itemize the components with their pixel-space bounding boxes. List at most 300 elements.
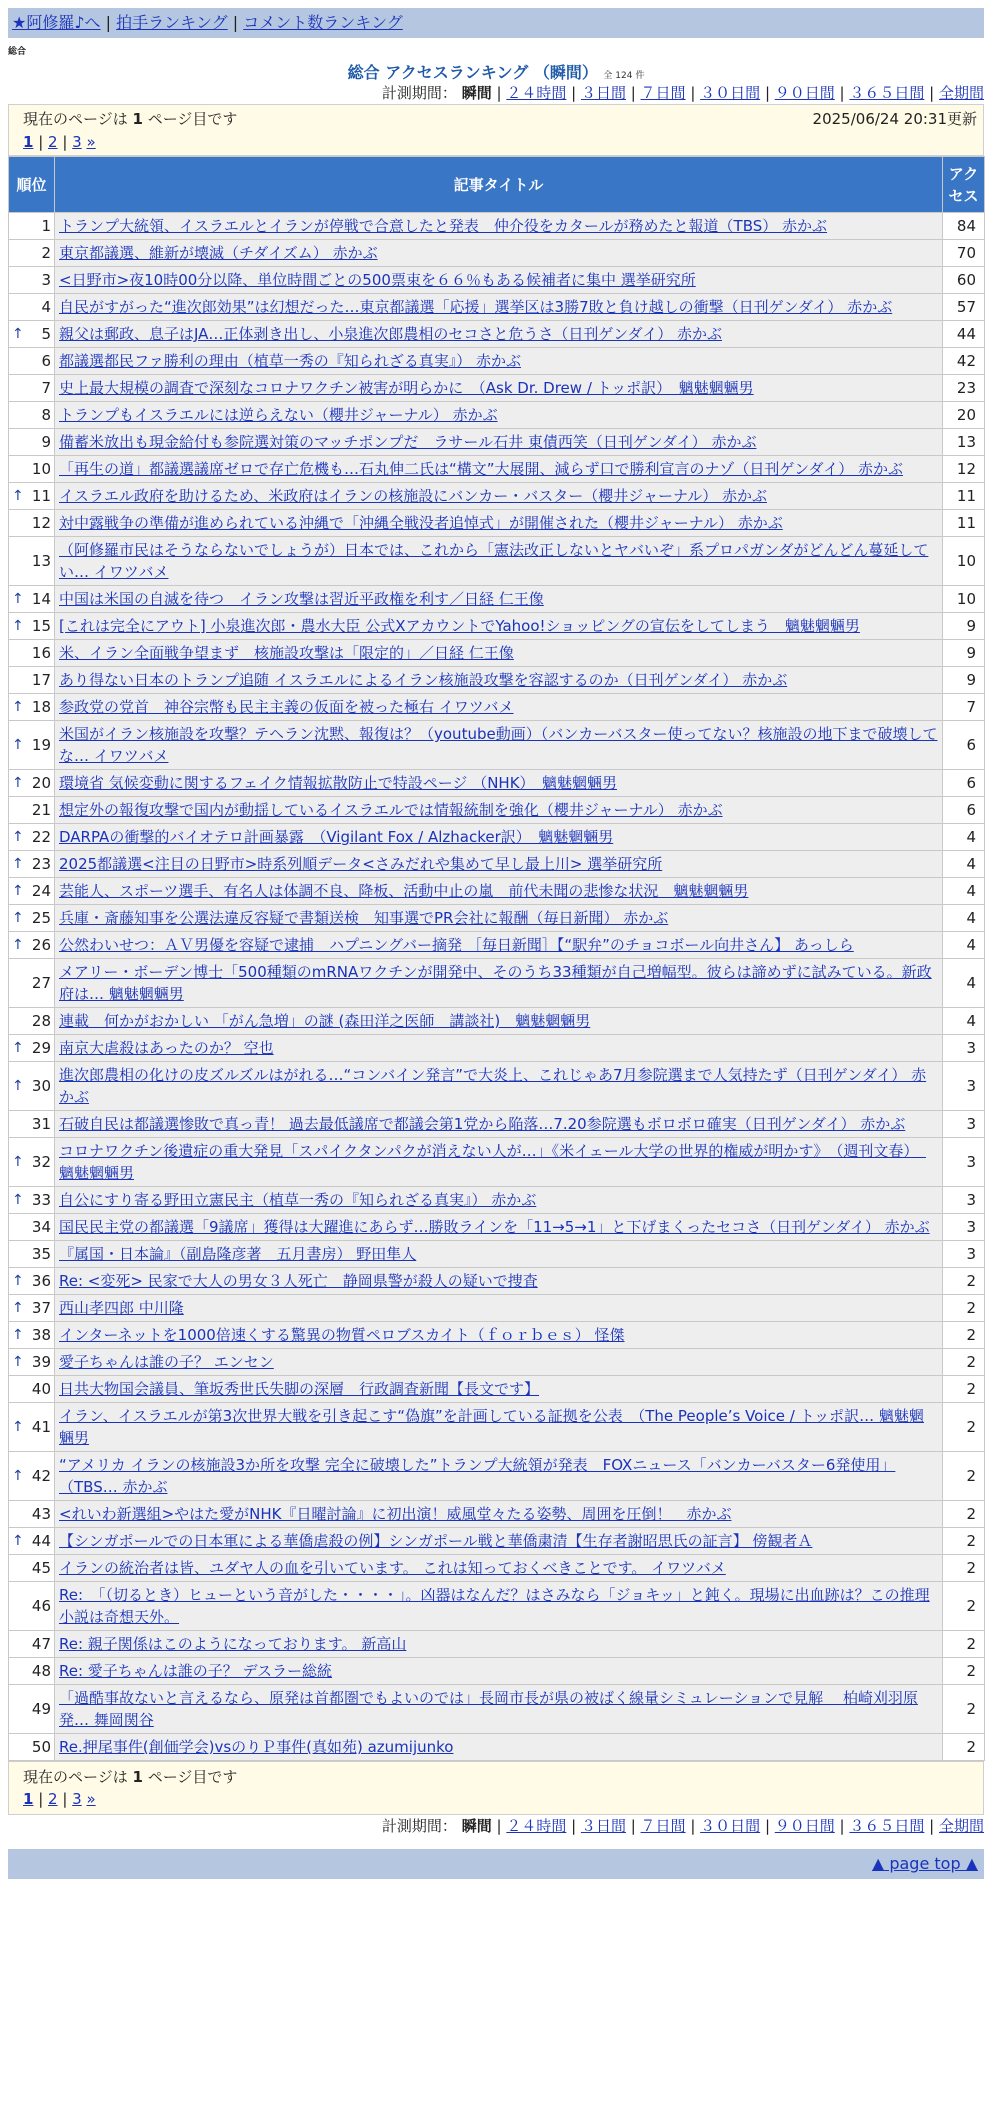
rank-cell xyxy=(9,721,55,770)
period-links xyxy=(497,1817,985,1835)
access-count: 3 xyxy=(943,1138,985,1187)
table-row xyxy=(9,1349,985,1376)
rank-cell xyxy=(9,429,55,456)
article-title-link[interactable]: あり得ない日本のトランプ追随 イスラエルによるイラン核施設攻撃を容認するのか（日刊ゲンダイ） 赤かぶ xyxy=(59,671,788,689)
title-cell xyxy=(55,537,943,586)
title-cell xyxy=(55,240,943,267)
rank-up-arrow-icon: ↑ xyxy=(12,488,24,504)
article-title-link[interactable]: トランプもイスラエルには逆らえない（櫻井ジャーナル） 赤かぶ xyxy=(59,406,498,424)
title-cell xyxy=(55,640,943,667)
article-title-link[interactable]: 備蓄米放出も現金給付も参院選対策のマッチポンプだ ラサール石井 東債西笑（日刊ゲンダイ） 赤かぶ xyxy=(59,433,757,451)
table-row xyxy=(9,721,985,770)
access-count: 9 xyxy=(943,667,985,694)
rank-cell xyxy=(9,240,55,267)
title-cell xyxy=(55,1501,943,1528)
access-count: 57 xyxy=(943,294,985,321)
table-row xyxy=(9,932,985,959)
table-row xyxy=(9,348,985,375)
rank-number: 23 xyxy=(31,855,51,873)
period-link[interactable]: ３６５日間 xyxy=(849,84,925,102)
rank-cell xyxy=(9,1214,55,1241)
rank-cell xyxy=(9,694,55,721)
rank-cell xyxy=(9,1658,55,1685)
rank-number: 37 xyxy=(31,1299,51,1317)
rank-up-arrow-icon: ↑ xyxy=(12,910,24,926)
title-cell xyxy=(55,1349,943,1376)
page-link-3[interactable]: 3 xyxy=(72,1790,82,1808)
rank-number: 38 xyxy=(31,1326,51,1344)
article-title-link[interactable]: トランプ大統領、イスラエルとイランが停戦で合意したと発表 仲介役をカタールが務めたと報道（TBS） 赤かぶ xyxy=(59,217,828,235)
access-count: 2 xyxy=(943,1528,985,1555)
period-current: 瞬間 xyxy=(461,1817,492,1835)
period-separator: | xyxy=(924,1817,939,1835)
rank-up-arrow-icon: ↑ xyxy=(12,1419,24,1435)
period-separator: | xyxy=(566,84,581,102)
access-count: 2 xyxy=(943,1501,985,1528)
rank-cell xyxy=(9,1268,55,1295)
article-title-link[interactable]: Re: 「（切るとき）ヒューという音がした・・・・」。凶器はなんだ？はさみなら「ジョキッ」と鈍く。現場に出血跡は？この推理小説は奇想天外。 xyxy=(59,1586,930,1626)
comment-ranking-link[interactable]: コメント数ランキング xyxy=(243,13,403,32)
access-count: 2 xyxy=(943,1295,985,1322)
article-title-link[interactable]: 「再生の道」都議選議席ゼロで存亡危機も…石丸伸二氏は“構文”大展開、減らず口で勝利宣言のナゾ（日刊ゲンダイ） 赤かぶ xyxy=(59,460,903,478)
article-title-link[interactable]: Re.押尾事件(創価学会)vsのりＰ事件(真如苑) azumijunko xyxy=(59,1738,454,1756)
article-title-link[interactable]: 連載 何かがおかしい 「がん急増」の謎 (森田洋之医師 講談社) 魑魅魍魎男 xyxy=(59,1012,591,1030)
rank-up-arrow-icon: ↑ xyxy=(12,1300,24,1316)
article-title-link[interactable]: [これは完全にアウト] 小泉進次郎・農水大臣 公式XアカウントでYahoo!ショッピングの宣伝をしてしまう 魑魅魍魎男 xyxy=(59,617,860,635)
current-page-number: 1 xyxy=(132,110,143,128)
current-page-pre: 現在のページは xyxy=(23,1768,128,1786)
title-cell xyxy=(55,959,943,1008)
article-title-link[interactable]: 米、イラン全面戦争望まず 核施設攻撃は「限定的」／日経 仁王像 xyxy=(59,644,514,662)
access-count: 60 xyxy=(943,267,985,294)
page-link-1[interactable]: 1 xyxy=(23,1790,34,1808)
access-count: 44 xyxy=(943,321,985,348)
table-row xyxy=(9,1501,985,1528)
title-cell xyxy=(55,1035,943,1062)
home-link[interactable]: ★阿修羅♪へ xyxy=(12,13,101,32)
page-top-link[interactable]: ▲ page top ▲ xyxy=(871,1854,978,1873)
access-count: 9 xyxy=(943,640,985,667)
ranking-table-body xyxy=(9,213,985,1761)
access-count: 2 xyxy=(943,1376,985,1403)
rank-number: 5 xyxy=(41,325,51,343)
rank-cell xyxy=(9,851,55,878)
rank-cell xyxy=(9,510,55,537)
access-count: 4 xyxy=(943,1008,985,1035)
rank-number: 17 xyxy=(31,671,51,689)
rank-cell xyxy=(9,932,55,959)
access-count: 11 xyxy=(943,510,985,537)
title-cell xyxy=(55,1555,943,1582)
rank-cell xyxy=(9,1111,55,1138)
access-count: 6 xyxy=(943,770,985,797)
title-cell xyxy=(55,1582,943,1631)
access-count: 70 xyxy=(943,240,985,267)
column-header-access: アクセス xyxy=(943,157,985,213)
article-title-link[interactable]: <日野市>夜10時00分以降、単位時間ごとの500票束を６６％もある候補者に集中 選挙研究所 xyxy=(59,271,696,289)
article-title-link[interactable]: 自民がすがった“進次郎効果”は幻想だった…東京都議選「応援」選挙区は3勝7敗と負け越しの衝撃（日刊ゲンダイ） 赤かぶ xyxy=(59,298,893,316)
article-title-link[interactable]: 【シンガポールでの日本軍による華僑虐殺の例】シンガポール戦と華僑粛清【生存者謝昭思氏の証言】 傍観者Ａ xyxy=(59,1532,813,1550)
rank-number: 7 xyxy=(41,379,51,397)
article-title-link[interactable]: （阿修羅市民はそうならないでしょうが）日本では、これから「憲法改正しないとヤバいぞ」系プロパガンダがどんどん蔓延してい… イワツバメ xyxy=(59,541,929,581)
access-count: 4 xyxy=(943,959,985,1008)
period-links xyxy=(497,84,985,102)
rank-cell xyxy=(9,1452,55,1501)
rank-up-arrow-icon: ↑ xyxy=(12,1192,24,1208)
rank-number: 18 xyxy=(31,698,51,716)
period-link[interactable]: 全期間 xyxy=(938,1817,984,1835)
article-title-link[interactable]: イランの統治者は皆、ユダヤ人の血を引いています。 これは知っておくべきことです。 イワツバメ xyxy=(59,1559,726,1577)
rank-up-arrow-icon: ↑ xyxy=(12,775,24,791)
rank-number: 21 xyxy=(31,801,51,819)
period-link[interactable]: ２４時間 xyxy=(506,1817,567,1835)
title-cell xyxy=(55,1376,943,1403)
rank-cell xyxy=(9,1685,55,1734)
title-cell xyxy=(55,770,943,797)
access-count: 2 xyxy=(943,1658,985,1685)
access-count: 6 xyxy=(943,797,985,824)
rank-cell xyxy=(9,613,55,640)
period-link[interactable]: ９０日間 xyxy=(774,1817,835,1835)
article-title-link[interactable]: 公然わいせつ：ＡＶ男優を容疑で逮捕 ハプニングバー摘発 ［毎日新聞］【“駅弁”のチョコボール向井さん】 あっしら xyxy=(59,936,854,954)
article-title-link[interactable]: イラン、イスラエルが第3次世界大戦を引き起こす“偽旗”を計画している証拠を公表 （The People’s Voice / トッポ訳… 魑魅魍魎男 xyxy=(59,1407,924,1447)
rank-number: 2 xyxy=(41,244,51,262)
article-title-link[interactable]: “アメリカ イランの核施設3か所を攻撃 完全に破壊した”トランプ大統領が発表 FOXニュース「バンカーバスター6発使用」（TBS… 赤かぶ xyxy=(59,1456,896,1496)
table-row xyxy=(9,267,985,294)
rank-up-arrow-icon: ↑ xyxy=(12,618,24,634)
table-row xyxy=(9,1268,985,1295)
title-cell xyxy=(55,613,943,640)
rank-number: 14 xyxy=(31,590,51,608)
article-title-link[interactable]: DARPAの衝撃的バイオテロ計画暴露 （Vigilant Fox / Alzhacker訳） 魑魅魍魎男 xyxy=(59,828,614,846)
table-row xyxy=(9,694,985,721)
title-cell xyxy=(55,878,943,905)
table-row xyxy=(9,321,985,348)
access-count: 42 xyxy=(943,348,985,375)
rank-up-arrow-icon: ↑ xyxy=(12,737,24,753)
ranking-table xyxy=(8,156,985,1761)
article-title-link[interactable]: 石破自民は都議選惨敗で真っ青！ 過去最低議席で都議会第1党から陥落…7.20参院選もボロボロ確実（日刊ゲンダイ） 赤かぶ xyxy=(59,1115,906,1133)
article-title-link[interactable]: 国民民主党の都議選「9議席」獲得は大躍進にあらず…勝敗ラインを「11→5→1」と下げまくったセコさ（日刊ゲンダイ） 赤かぶ xyxy=(59,1218,930,1236)
period-separator: | xyxy=(625,84,641,102)
article-title-link[interactable]: イスラエル政府を助けるため、米政府はイランの核施設にバンカー・バスター（櫻井ジャーナル） 赤かぶ xyxy=(59,487,767,505)
rank-number: 46 xyxy=(31,1597,51,1615)
title-cell xyxy=(55,932,943,959)
article-title-link[interactable]: 東京都議選、維新が壊滅（チダイズム） 赤かぶ xyxy=(59,244,378,262)
access-count: 12 xyxy=(943,456,985,483)
table-row xyxy=(9,1187,985,1214)
title-cell xyxy=(55,456,943,483)
rank-number: 26 xyxy=(31,936,51,954)
title-cell xyxy=(55,1268,943,1295)
rank-cell xyxy=(9,1555,55,1582)
title-cell xyxy=(55,348,943,375)
rank-cell xyxy=(9,1295,55,1322)
period-separator: | xyxy=(924,84,939,102)
rank-cell xyxy=(9,1241,55,1268)
article-title-link[interactable]: 西山孝四郎 中川隆 xyxy=(59,1299,184,1317)
article-title-link[interactable]: 2025都議選<注目の日野市>時系列順データ<さみだれや集めて早し最上川> 選挙研究所 xyxy=(59,855,663,873)
page-wrapper xyxy=(8,8,984,1879)
table-row xyxy=(9,456,985,483)
rank-number: 27 xyxy=(31,974,51,992)
article-title-link[interactable]: メアリー・ボーデン博士「500種類のmRNAワクチンが開発中、そのうち33種類が自己増幅型。彼らは諦めずに試みている。新政府は… 魑魅魍魎男 xyxy=(59,963,932,1003)
article-title-link[interactable]: 参政党の党首 神谷宗幣も民主主義の仮面を被った極右 イワツバメ xyxy=(59,698,514,716)
period-separator: | xyxy=(496,1817,507,1835)
title-cell xyxy=(55,402,943,429)
period-link[interactable]: ７日間 xyxy=(640,84,686,102)
table-row xyxy=(9,213,985,240)
period-link[interactable]: ９０日間 xyxy=(774,84,835,102)
article-title-link[interactable]: 「過酷事故ないと言えるなら、原発は首都圏でもよいのでは」長岡市長が県の被ばく線量シミュレーションで見解 柏崎刈羽原発… 舞岡関谷 xyxy=(59,1689,918,1729)
table-row xyxy=(9,851,985,878)
table-row xyxy=(9,537,985,586)
article-title-link[interactable]: 都議選都民ファ勝利の理由（植草一秀の『知られざる真実』） 赤かぶ xyxy=(59,352,521,370)
page-links: 1 | 2 | 3 » xyxy=(23,1790,96,1808)
period-link[interactable]: ２４時間 xyxy=(506,84,567,102)
column-header-rank: 順位 xyxy=(9,157,55,213)
access-count: 3 xyxy=(943,1187,985,1214)
rank-number: 9 xyxy=(41,433,51,451)
article-title-link[interactable]: 芸能人、スポーツ選手、有名人は体調不良、降板、活動中止の嵐 前代未聞の悲惨な状況 魑魅魍魎男 xyxy=(59,882,749,900)
rank-cell xyxy=(9,640,55,667)
article-title-link[interactable]: 環境省 気候変動に関するフェイク情報拡散防止で特設ページ （NHK） 魑魅魍魎男 xyxy=(59,774,618,792)
title-cell xyxy=(55,213,943,240)
rank-number: 16 xyxy=(31,644,51,662)
access-count: 2 xyxy=(943,1349,985,1376)
table-row xyxy=(9,1138,985,1187)
rank-cell xyxy=(9,213,55,240)
title-cell xyxy=(55,429,943,456)
title-cell xyxy=(55,267,943,294)
rank-number: 12 xyxy=(31,514,51,532)
table-row xyxy=(9,375,985,402)
period-link[interactable]: ３日間 xyxy=(580,84,626,102)
table-row xyxy=(9,1658,985,1685)
rank-up-arrow-icon: ↑ xyxy=(12,937,24,953)
access-count: 4 xyxy=(943,878,985,905)
rank-number: 42 xyxy=(31,1467,51,1485)
current-page-post: ページ目です xyxy=(147,1768,238,1786)
title-cell xyxy=(55,483,943,510)
rank-number: 32 xyxy=(31,1153,51,1171)
page-link-2[interactable]: 2 xyxy=(48,1790,58,1808)
rank-up-arrow-icon: ↑ xyxy=(12,326,24,342)
table-row xyxy=(9,1555,985,1582)
article-title-link[interactable]: コロナワクチン後遺症の重大発見「スパイクタンパクが消えない人が…」《米イェール大学の世界的権威が明かす》 （週刊文春） 魑魅魍魎男 xyxy=(59,1142,926,1182)
rank-cell xyxy=(9,1582,55,1631)
rank-up-arrow-icon: ↑ xyxy=(12,591,24,607)
table-row xyxy=(9,1062,985,1111)
page-link-3[interactable]: 3 xyxy=(72,133,82,151)
article-title-link[interactable]: Re: 親子関係はこのようになっております。 新高山 xyxy=(59,1635,407,1653)
table-row xyxy=(9,1241,985,1268)
table-row xyxy=(9,667,985,694)
rank-number: 29 xyxy=(31,1039,51,1057)
period-link[interactable]: ３日間 xyxy=(580,1817,626,1835)
ranking-heading xyxy=(8,60,984,82)
article-title-link[interactable]: <れいわ新選組>やはた愛がNHK『日曜討論』に初出演！威風堂々たる姿勢、周囲を圧倒！ 赤かぶ xyxy=(59,1505,732,1523)
category-label: 総合 xyxy=(8,47,27,57)
rank-up-arrow-icon: ↑ xyxy=(12,1327,24,1343)
title-cell xyxy=(55,1214,943,1241)
table-row xyxy=(9,1376,985,1403)
article-title-link[interactable]: Re: 愛子ちゃんは誰の子？ デスラー総統 xyxy=(59,1662,332,1680)
rank-cell xyxy=(9,1501,55,1528)
period-link[interactable]: ３０日間 xyxy=(700,84,761,102)
period-link[interactable]: 全期間 xyxy=(938,84,984,102)
article-title-link[interactable]: 南京大虐殺はあったのか？ 空也 xyxy=(59,1039,274,1057)
article-title-link[interactable]: 中国は米国の自滅を待つ イラン攻撃は習近平政権を利す／日経 仁王像 xyxy=(59,590,544,608)
table-row xyxy=(9,640,985,667)
rank-cell xyxy=(9,1138,55,1187)
table-row xyxy=(9,824,985,851)
rank-cell xyxy=(9,878,55,905)
access-count: 6 xyxy=(943,721,985,770)
page-title: 総合 アクセスランキング （瞬間） xyxy=(347,63,598,82)
rank-number: 48 xyxy=(31,1662,51,1680)
rank-number: 4 xyxy=(41,298,51,316)
table-row xyxy=(9,1582,985,1631)
period-separator: | xyxy=(496,84,507,102)
table-row xyxy=(9,1528,985,1555)
rank-number: 41 xyxy=(31,1418,51,1436)
article-title-link[interactable]: 米国がイラン核施設を攻撃？テヘラン沈黙、報復は？（youtube動画）（バンカーバスター使ってない？核施設の地下まで破壊してな… イワツバメ xyxy=(59,725,938,765)
nav-separator: | xyxy=(105,13,112,32)
rank-number: 45 xyxy=(31,1559,51,1577)
access-count: 13 xyxy=(943,429,985,456)
rank-up-arrow-icon: ↑ xyxy=(12,856,24,872)
rank-number: 28 xyxy=(31,1012,51,1030)
rank-cell xyxy=(9,1187,55,1214)
title-cell xyxy=(55,1734,943,1761)
rank-cell xyxy=(9,770,55,797)
table-row xyxy=(9,1214,985,1241)
access-count: 4 xyxy=(943,932,985,959)
article-title-link[interactable]: 進次郎農相の化けの皮ズルズルはがれる…“コンバイン発言”で大炎上、これじゃあ7月参院選まで人気持たず（日刊ゲンダイ） 赤かぶ xyxy=(59,1066,927,1106)
article-title-link[interactable]: 親父は郵政、息子はJA…正体剥き出し、小泉進次郎農相のセコさと危うさ（日刊ゲンダイ） 赤かぶ xyxy=(59,325,722,343)
table-row xyxy=(9,402,985,429)
title-cell xyxy=(55,294,943,321)
rank-cell xyxy=(9,267,55,294)
rank-number: 13 xyxy=(31,552,51,570)
article-title-link[interactable]: 想定外の報復攻撃で国内が動揺しているイスラエルでは情報統制を強化（櫻井ジャーナル） 赤かぶ xyxy=(59,801,723,819)
period-link[interactable]: ３０日間 xyxy=(700,1817,761,1835)
next-page-link[interactable]: » xyxy=(86,133,96,151)
table-row xyxy=(9,1631,985,1658)
period-link[interactable]: ３６５日間 xyxy=(849,1817,925,1835)
current-page-number: 1 xyxy=(132,1768,143,1786)
title-cell xyxy=(55,1631,943,1658)
period-label: 計測期間： xyxy=(381,84,457,102)
rank-up-arrow-icon: ↑ xyxy=(12,829,24,845)
rank-cell xyxy=(9,402,55,429)
article-title-link[interactable]: 対中露戦争の準備が進められている沖縄で「沖縄全戦没者追悼式」が開催された（櫻井ジャーナル） 赤かぶ xyxy=(59,514,783,532)
rank-cell xyxy=(9,537,55,586)
rank-up-arrow-icon: ↑ xyxy=(12,1040,24,1056)
table-row xyxy=(9,905,985,932)
rank-number: 39 xyxy=(31,1353,51,1371)
table-row xyxy=(9,1734,985,1761)
pager-top xyxy=(8,104,984,156)
page-links: 1 | 2 | 3 » xyxy=(23,133,96,151)
page-link-2[interactable]: 2 xyxy=(48,133,58,151)
rank-number: 36 xyxy=(31,1272,51,1290)
rank-up-arrow-icon: ↑ xyxy=(12,1273,24,1289)
rank-cell xyxy=(9,667,55,694)
title-cell xyxy=(55,586,943,613)
rank-number: 6 xyxy=(41,352,51,370)
table-row xyxy=(9,1322,985,1349)
title-cell xyxy=(55,1241,943,1268)
rank-cell xyxy=(9,456,55,483)
current-page-pre: 現在のページは xyxy=(23,110,128,128)
clap-ranking-link[interactable]: 拍手ランキング xyxy=(116,13,228,32)
table-row xyxy=(9,613,985,640)
rank-cell xyxy=(9,959,55,1008)
access-count: 84 xyxy=(943,213,985,240)
article-title-link[interactable]: 史上最大規模の調査で深刻なコロナワクチン被害が明らかに （Ask Dr. Drew / トッポ訳） 魑魅魍魎男 xyxy=(59,379,754,397)
rank-cell xyxy=(9,1528,55,1555)
title-cell xyxy=(55,905,943,932)
table-row xyxy=(9,294,985,321)
rank-number: 47 xyxy=(31,1635,51,1653)
rank-number: 49 xyxy=(31,1700,51,1718)
article-title-link[interactable]: Re: <変死> 民家で大人の男女３人死亡 静岡県警が殺人の疑いで捜査 xyxy=(59,1272,538,1290)
title-cell xyxy=(55,1322,943,1349)
title-cell xyxy=(55,1658,943,1685)
rank-number: 15 xyxy=(31,617,51,635)
rank-number: 50 xyxy=(31,1738,51,1756)
table-row xyxy=(9,1008,985,1035)
rank-number: 31 xyxy=(31,1115,51,1133)
table-row xyxy=(9,1685,985,1734)
next-page-link[interactable]: » xyxy=(86,1790,96,1808)
rank-number: 33 xyxy=(31,1191,51,1209)
rank-up-arrow-icon: ↑ xyxy=(12,1078,24,1094)
period-current: 瞬間 xyxy=(461,84,492,102)
period-selector-top xyxy=(8,82,984,104)
period-separator: | xyxy=(760,1817,775,1835)
article-title-link[interactable]: 兵庫・斎藤知事を公選法違反容疑で書類送検 知事選でPR会社に報酬（毎日新聞） 赤かぶ xyxy=(59,909,669,927)
article-title-link[interactable]: 愛子ちゃんは誰の子？ エンセン xyxy=(59,1353,274,1371)
updated-timestamp: 2025/06/24 20:31更新 xyxy=(812,110,977,128)
article-title-link[interactable]: 『属国・日本論』（副島隆彦著 五月書房） 野田隼人 xyxy=(59,1245,417,1263)
rank-number: 20 xyxy=(31,774,51,792)
rank-cell xyxy=(9,1403,55,1452)
rank-cell xyxy=(9,1035,55,1062)
article-title-link[interactable]: 自公にすり寄る野田立憲民主（植草一秀の『知られざる真実』） 赤かぶ xyxy=(59,1191,537,1209)
rank-cell xyxy=(9,824,55,851)
title-cell xyxy=(55,321,943,348)
access-count: 23 xyxy=(943,375,985,402)
title-cell xyxy=(55,721,943,770)
nav-separator: | xyxy=(232,13,239,32)
period-link[interactable]: ７日間 xyxy=(640,1817,686,1835)
article-title-link[interactable]: インターネットを1000倍速くする驚異の物質ペロブスカイト（ｆｏｒｂｅｓ） 怪傑 xyxy=(59,1326,625,1344)
rank-number: 10 xyxy=(31,460,51,478)
rank-number: 3 xyxy=(41,271,51,289)
title-cell xyxy=(55,1062,943,1111)
page-link-1[interactable]: 1 xyxy=(23,133,34,151)
current-page-text xyxy=(23,1766,969,1788)
article-title-link[interactable]: 日共大物国会議員、筆坂秀世氏失脚の深層 行政調査新聞【長文です】 xyxy=(59,1380,540,1398)
rank-up-arrow-icon: ↑ xyxy=(12,1154,24,1170)
title-cell xyxy=(55,1295,943,1322)
title-cell xyxy=(55,1008,943,1035)
access-count: 2 xyxy=(943,1322,985,1349)
access-count: 2 xyxy=(943,1631,985,1658)
